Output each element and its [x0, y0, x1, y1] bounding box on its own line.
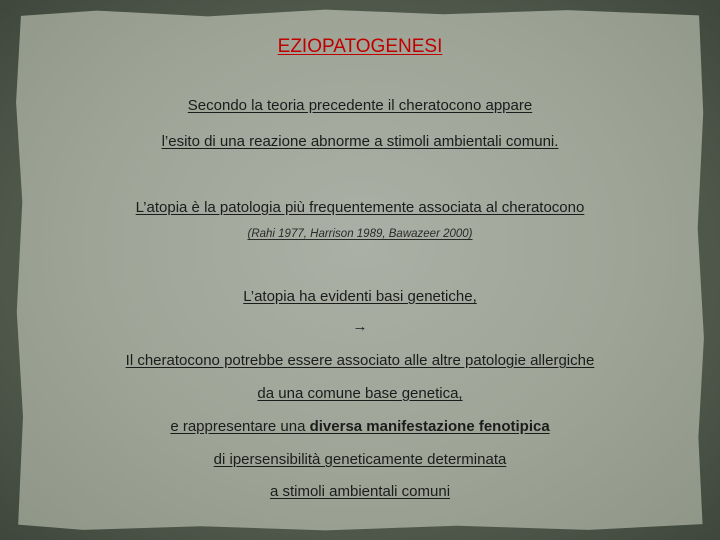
- citation: (Rahi 1977, Harrison 1989, Bawazeer 2000): [247, 228, 473, 240]
- text-line-7: da una comune base genetica,: [257, 385, 463, 402]
- arrow-right-icon: →: [352, 318, 368, 335]
- text-line-8-bold: diversa manifestazione fenotipica: [309, 418, 550, 435]
- text-line-8-prefix: e rappresentare una: [170, 418, 310, 435]
- text-line-6: Il cheratocono potrebbe essere associato alle altre patologie allergiche: [125, 352, 595, 369]
- slide-title: EZIOPATOGENESI: [277, 36, 443, 57]
- text-line-3: L’atopia è la patologia più frequentemente associata al cheratocono: [135, 199, 585, 216]
- text-line-10: a stimoli ambientali comuni: [269, 483, 451, 500]
- text-line-2: l’esito di una reazione abnorme a stimoli ambientali comuni.: [161, 133, 559, 150]
- text-line-9: di ipersensibilità geneticamente determinata: [213, 451, 507, 468]
- text-line-1: Secondo la teoria precedente il cheratocono appare: [187, 97, 533, 114]
- text-line-5: L’atopia ha evidenti basi genetiche,: [243, 288, 477, 305]
- text-line-8: [0, 418, 720, 435]
